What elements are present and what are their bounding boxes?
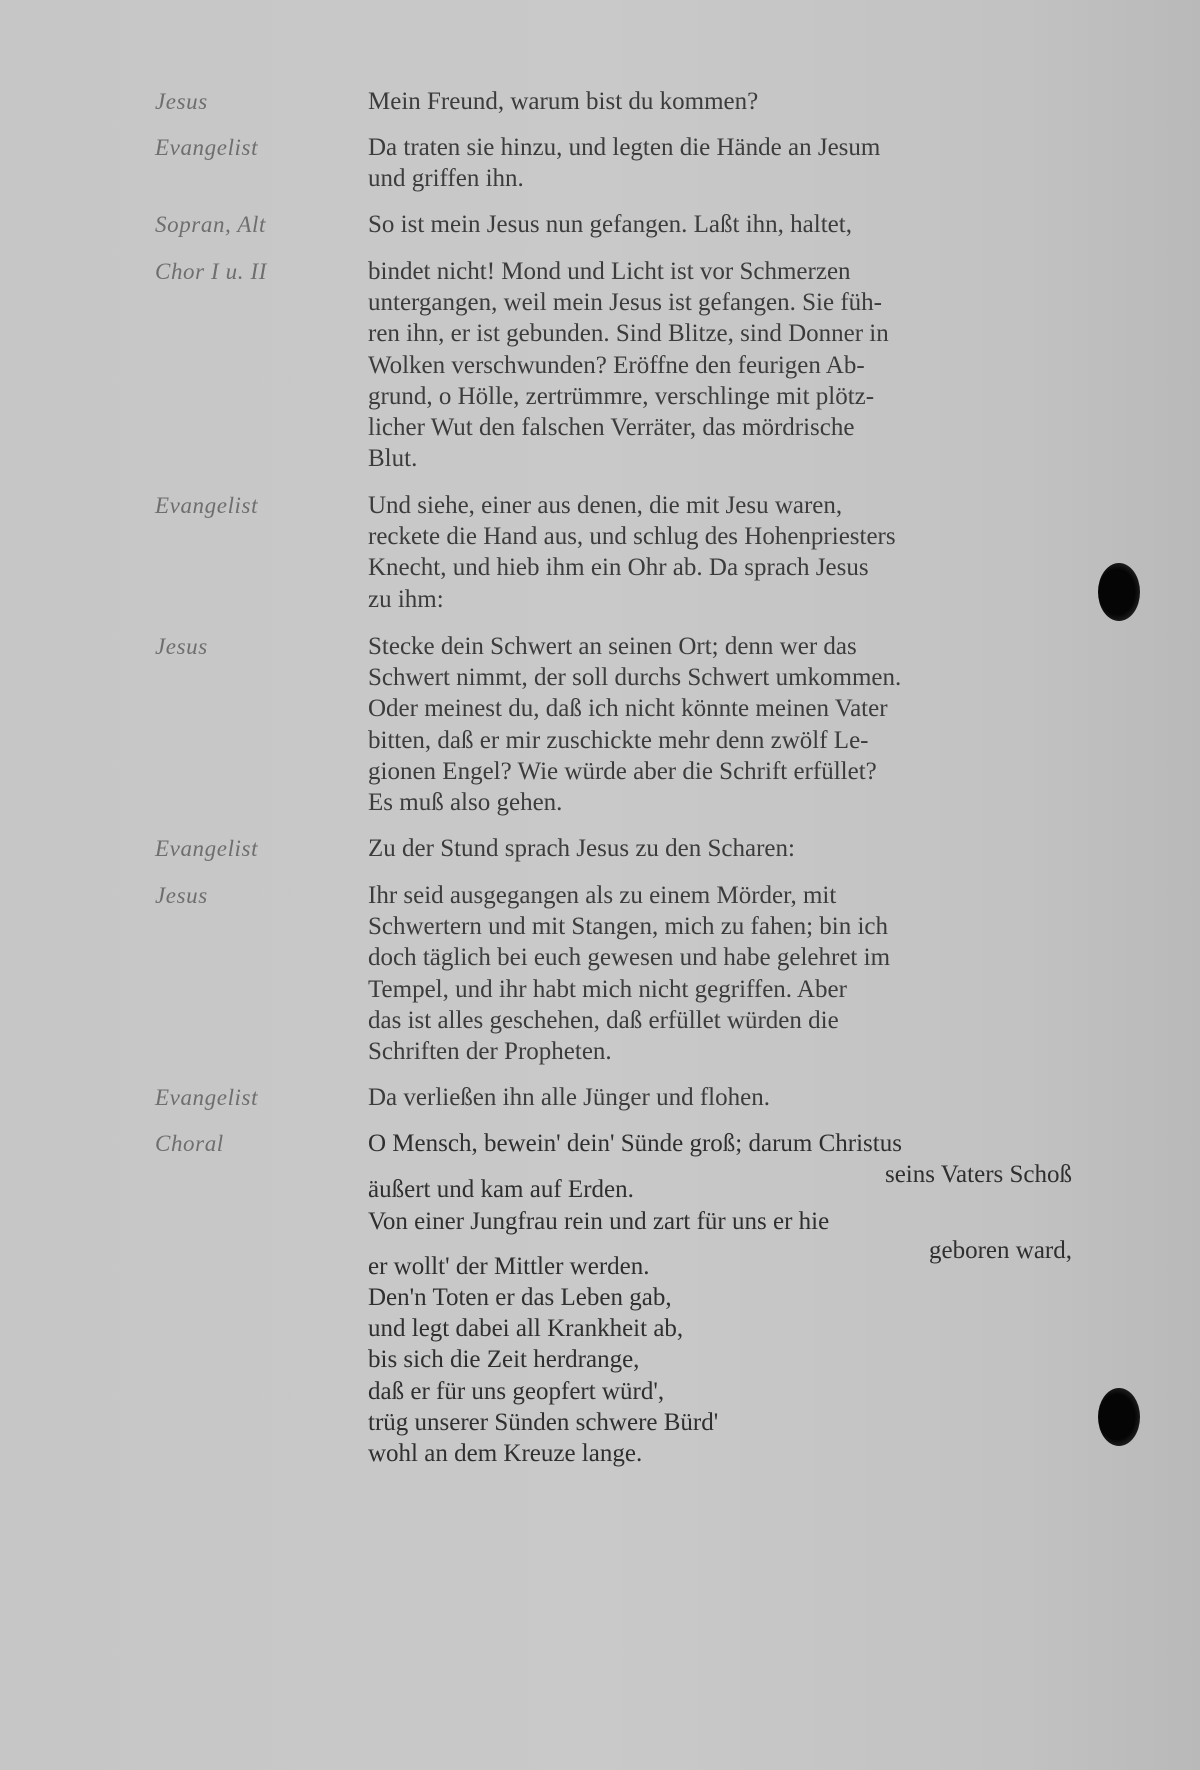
choral-line: Von einer Jungfrau rein und zart für uns er hie — [368, 1208, 830, 1235]
sung-text — [368, 1082, 1072, 1113]
text-line: Zu der Stund sprach Jesus zu den Scharen: — [368, 835, 795, 862]
speaker-label: Jesus — [155, 634, 208, 659]
text-line: zu ihm: — [368, 585, 444, 613]
verse-line: und legt dabei all Krankheit ab, — [368, 1315, 684, 1343]
choral-runover-text: geboren ward, — [929, 1237, 1072, 1264]
text-line: und griffen ihn. — [368, 165, 524, 193]
text-line: das ist alles geschehen, daß erfüllet würden die — [368, 1006, 839, 1034]
sung-text — [368, 86, 1072, 117]
text-line: Und siehe, einer aus denen, die mit Jesu waren, — [368, 492, 843, 519]
verse-line: bis sich die Zeit herdrange, — [368, 1346, 640, 1374]
sung-text — [368, 833, 1072, 864]
text-line: Stecke dein Schwert an seinen Ort; denn wer das — [368, 633, 857, 660]
speaker-label: Evangelist — [155, 1085, 259, 1110]
choral-verse — [368, 1282, 1072, 1469]
punch-hole — [1098, 563, 1140, 621]
text-line: Schwertern und mit Stangen, mich zu fahen; bin ich — [368, 913, 889, 941]
text-line: bindet nicht! Mond und Licht ist vor Schmerzen — [368, 258, 851, 285]
sung-text — [368, 631, 1072, 818]
text-line: Es muß also gehen. — [368, 789, 563, 817]
text-line: untergangen, weil mein Jesus ist gefangen. Sie füh- — [368, 289, 883, 317]
text-line: reckete die Hand aus, und schlug des Hohenpriesters — [368, 523, 896, 551]
punch-hole — [1098, 1388, 1140, 1446]
verse-line: wohl an dem Kreuze lange. — [368, 1440, 643, 1468]
choral-line: er wollt' der Mittler werden. — [368, 1253, 650, 1280]
text-line: bitten, daß er mir zuschickte mehr denn zwölf Le- — [368, 726, 869, 754]
text-line: doch täglich bei euch gewesen und habe gelehret im — [368, 944, 891, 972]
text-line: Schwert nimmt, der soll durchs Schwert umkommen. — [368, 664, 902, 692]
text-line: Knecht, und hieb ihm ein Ohr ab. Da sprach Jesus — [368, 554, 869, 582]
speaker-label: Jesus — [155, 883, 208, 908]
text-line: Schriften der Propheten. — [368, 1038, 612, 1066]
text-line: Oder meinest du, daß ich nicht könnte meinen Vater — [368, 695, 888, 723]
speaker-label: Evangelist — [155, 135, 259, 160]
text-line: ren ihn, er ist gebunden. Sind Blitze, sind Donner in — [368, 320, 889, 348]
sung-text — [368, 132, 1072, 194]
choral-line: äußert und kam auf Erden. — [368, 1176, 634, 1203]
verse-line: trüg unserer Sünden schwere Bürd' — [368, 1408, 719, 1436]
text-line: Da verließen ihn alle Jünger und flohen. — [368, 1084, 770, 1111]
choral-runover-text: seins Vaters Schoß — [884, 1161, 1072, 1188]
text-line: Blut. — [368, 445, 418, 473]
speaker-label: Evangelist — [155, 493, 259, 518]
verse-line: Den'n Toten er das Leben gab, — [368, 1284, 672, 1311]
speaker-label: Chor I u. II — [155, 259, 267, 284]
text-line: grund, o Hölle, zertrümmre, verschlinge mit plötz- — [368, 382, 875, 410]
text-line: Wolken verschwunden? Eröffne den feurigen Ab- — [368, 351, 865, 379]
sung-text — [368, 880, 1072, 1067]
text-line: gionen Engel? Wie würde aber die Schrift erfüllet? — [368, 757, 877, 785]
choral-line: O Mensch, bewein' dein' Sünde groß; darum Christus — [368, 1130, 902, 1157]
text-line: Ihr seid ausgegangen als zu einem Mörder, mit — [368, 882, 837, 909]
speaker-label: Jesus — [155, 89, 208, 114]
sung-text — [368, 490, 1072, 615]
text-line: Mein Freund, warum bist du kommen? — [368, 88, 759, 115]
sung-text — [368, 256, 1072, 474]
speaker-label: Choral — [155, 1131, 224, 1156]
speaker-label: Sopran, Alt — [155, 212, 266, 237]
speaker-label: Evangelist — [155, 836, 259, 861]
text-line: Da traten sie hinzu, und legten die Hände an Jesum — [368, 134, 881, 161]
sung-text — [368, 209, 1072, 240]
text-line: Tempel, und ihr habt mich nicht gegriffen. Aber — [368, 975, 847, 1003]
text-line: licher Wut den falschen Verräter, das mördrische — [368, 414, 855, 442]
text-line: So ist mein Jesus nun gefangen. Laßt ihn, haltet, — [368, 211, 852, 238]
verse-line: daß er für uns geopfert würd', — [368, 1377, 665, 1405]
